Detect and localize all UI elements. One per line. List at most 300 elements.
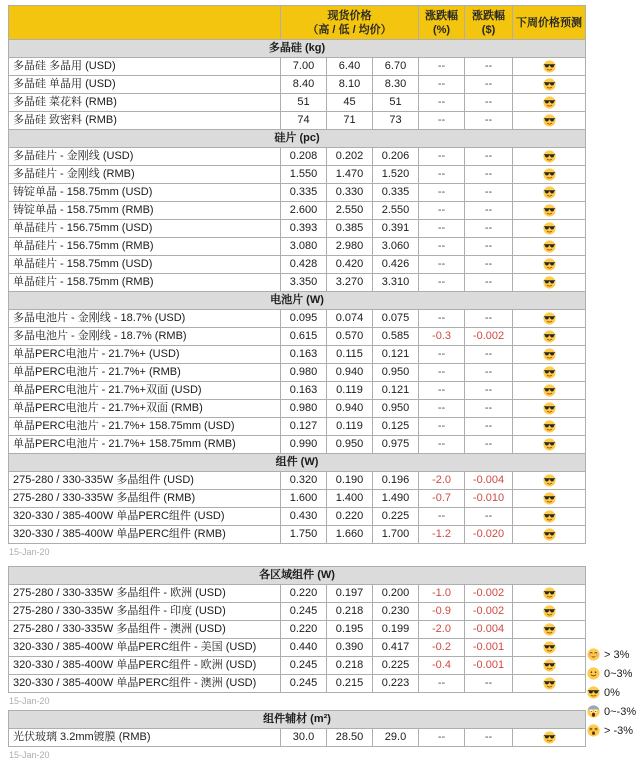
- cool-face-icon: [543, 384, 556, 397]
- price-high-cell: 30.0: [281, 729, 327, 747]
- section-title: 多晶硅 (kg): [9, 40, 586, 58]
- price-avg-cell: 0.225: [373, 657, 419, 675]
- change-percent-cell: --: [419, 184, 465, 202]
- change-dollar-cell: --: [465, 112, 513, 130]
- change-dollar-cell: -0.001: [465, 639, 513, 657]
- change-percent-cell: -1.2: [419, 526, 465, 544]
- change-dollar-cell: --: [465, 364, 513, 382]
- change-percent-cell: --: [419, 148, 465, 166]
- table-header: [9, 6, 586, 40]
- price-avg-cell: 3.310: [373, 274, 419, 292]
- forecast-cell: [513, 238, 586, 256]
- forecast-cell: [513, 166, 586, 184]
- change-percent-cell: --: [419, 256, 465, 274]
- cool-face-icon: [543, 222, 556, 235]
- price-high-cell: 0.163: [281, 346, 327, 364]
- price-low-cell: 8.10: [327, 76, 373, 94]
- table-row: [9, 508, 586, 526]
- cool-face-icon: [543, 587, 556, 600]
- cool-face-icon: [543, 474, 556, 487]
- price-avg-cell: 0.950: [373, 364, 419, 382]
- change-percent-unit: (%): [432, 23, 451, 36]
- price-avg-cell: 0.417: [373, 639, 419, 657]
- price-low-cell: 0.115: [327, 346, 373, 364]
- price-low-cell: 0.190: [327, 472, 373, 490]
- price-low-cell: 0.218: [327, 657, 373, 675]
- item-name-cell: 单晶PERC电池片 - 21.7%+ (RMB): [9, 364, 281, 382]
- forecast-cell: [513, 220, 586, 238]
- cool-face-icon: [543, 731, 556, 744]
- change-dollar-cell: --: [465, 166, 513, 184]
- date-stamp: 15-Jan-20: [9, 750, 50, 760]
- cool-face-icon: [543, 168, 556, 181]
- change-dollar-cell: --: [465, 436, 513, 454]
- item-name-cell: 275-280 / 330-335W 多晶组件 - 欧洲 (USD): [9, 585, 281, 603]
- price-high-cell: 51: [281, 94, 327, 112]
- change-percent-cell: -0.9: [419, 603, 465, 621]
- spot-price-header: [281, 6, 419, 40]
- table-row: [9, 112, 586, 130]
- price-low-cell: 28.50: [327, 729, 373, 747]
- cool-face-icon: [543, 204, 556, 217]
- price-low-cell: 0.950: [327, 436, 373, 454]
- forecast-cell: [513, 729, 586, 747]
- change-percent-cell: -2.0: [419, 621, 465, 639]
- price-avg-cell: 29.0: [373, 729, 419, 747]
- section-row: [9, 292, 586, 310]
- price-low-cell: 0.220: [327, 508, 373, 526]
- price-low-cell: 0.197: [327, 585, 373, 603]
- section-title: 各区域组件 (W): [9, 567, 586, 585]
- change-dollar-title: 涨跌幅: [472, 9, 506, 22]
- change-dollar-cell: --: [465, 202, 513, 220]
- price-avg-cell: 0.426: [373, 256, 419, 274]
- price-high-cell: 0.208: [281, 148, 327, 166]
- price-low-cell: 0.570: [327, 328, 373, 346]
- price-high-cell: 0.980: [281, 364, 327, 382]
- item-name-cell: 单晶PERC电池片 - 21.7%+双面 (RMB): [9, 400, 281, 418]
- price-low-cell: 0.119: [327, 418, 373, 436]
- price-low-cell: 0.119: [327, 382, 373, 400]
- forecast-header: [513, 6, 586, 40]
- item-name-cell: 275-280 / 330-335W 多晶组件 (USD): [9, 472, 281, 490]
- section-row: [9, 40, 586, 58]
- table-row: [9, 274, 586, 292]
- price-avg-cell: 0.196: [373, 472, 419, 490]
- change-dollar-cell: -0.002: [465, 603, 513, 621]
- cool-face-icon: [543, 366, 556, 379]
- table-row: [9, 76, 586, 94]
- forecast-cell: [513, 585, 586, 603]
- forecast-cell: [513, 526, 586, 544]
- section-row: [9, 130, 586, 148]
- price-high-cell: 0.990: [281, 436, 327, 454]
- item-name-cell: 320-330 / 385-400W 单晶PERC组件 - 欧洲 (USD): [9, 657, 281, 675]
- change-dollar-cell: -0.002: [465, 328, 513, 346]
- change-dollar-cell: --: [465, 508, 513, 526]
- price-high-cell: 0.245: [281, 657, 327, 675]
- item-name-cell: 320-330 / 385-400W 单晶PERC组件 (USD): [9, 508, 281, 526]
- cool-face-icon: [543, 420, 556, 433]
- cool-face-icon: [543, 402, 556, 415]
- item-name-cell: 单晶硅片 - 158.75mm (RMB): [9, 274, 281, 292]
- price-low-cell: 0.074: [327, 310, 373, 328]
- price-low-cell: 2.550: [327, 202, 373, 220]
- change-dollar-cell: --: [465, 238, 513, 256]
- forecast-cell: [513, 184, 586, 202]
- price-avg-cell: 0.950: [373, 400, 419, 418]
- change-dollar-cell: --: [465, 220, 513, 238]
- price-high-cell: 74: [281, 112, 327, 130]
- change-dollar-cell: --: [465, 346, 513, 364]
- forecast-cell: [513, 657, 586, 675]
- cool-face-icon: [543, 78, 556, 91]
- forecast-cell: [513, 418, 586, 436]
- price-high-cell: 0.440: [281, 639, 327, 657]
- item-column-header: [9, 6, 281, 40]
- forecast-legend: [585, 645, 644, 740]
- price-avg-cell: 0.223: [373, 675, 419, 693]
- change-percent-cell: --: [419, 400, 465, 418]
- price-high-cell: 2.600: [281, 202, 327, 220]
- price-avg-cell: 0.975: [373, 436, 419, 454]
- price-avg-cell: 0.225: [373, 508, 419, 526]
- price-high-cell: 7.00: [281, 58, 327, 76]
- price-avg-cell: 0.121: [373, 346, 419, 364]
- change-percent-cell: --: [419, 76, 465, 94]
- cool-face-icon: [543, 150, 556, 163]
- legend-item: [585, 645, 644, 664]
- section-title: 组件 (W): [9, 454, 586, 472]
- change-percent-cell: --: [419, 382, 465, 400]
- table-row: [9, 639, 586, 657]
- forecast-cell: [513, 328, 586, 346]
- change-percent-cell: --: [419, 274, 465, 292]
- cool-face-icon: [543, 659, 556, 672]
- item-name-cell: 多晶硅片 - 金刚线 (RMB): [9, 166, 281, 184]
- item-name-cell: 多晶硅 多晶用 (USD): [9, 58, 281, 76]
- price-low-cell: 0.940: [327, 400, 373, 418]
- forecast-cell: [513, 675, 586, 693]
- section-title: 硅片 (pc): [9, 130, 586, 148]
- module-materials-table: [8, 710, 586, 747]
- price-low-cell: 0.420: [327, 256, 373, 274]
- item-name-cell: 275-280 / 330-335W 多晶组件 (RMB): [9, 490, 281, 508]
- header-row: [9, 6, 586, 40]
- section-title: 组件辅材 (m²): [9, 711, 586, 729]
- item-name-cell: 单晶硅片 - 156.75mm (RMB): [9, 238, 281, 256]
- item-name-cell: 275-280 / 330-335W 多晶组件 - 印度 (USD): [9, 603, 281, 621]
- change-dollar-cell: --: [465, 58, 513, 76]
- item-name-cell: 320-330 / 385-400W 单晶PERC组件 - 美国 (USD): [9, 639, 281, 657]
- change-percent-cell: -1.0: [419, 585, 465, 603]
- spot-price-title: 现货价格: [327, 9, 372, 22]
- price-low-cell: 2.980: [327, 238, 373, 256]
- change-percent-cell: --: [419, 436, 465, 454]
- change-percent-cell: -0.3: [419, 328, 465, 346]
- price-avg-cell: 0.075: [373, 310, 419, 328]
- legend-label: 0~-3%: [604, 705, 637, 718]
- change-dollar-cell: -0.020: [465, 526, 513, 544]
- price-low-cell: 3.270: [327, 274, 373, 292]
- change-percent-cell: --: [419, 94, 465, 112]
- change-percent-cell: --: [419, 729, 465, 747]
- table-row: [9, 603, 586, 621]
- section-row: [9, 711, 586, 729]
- price-low-cell: 0.385: [327, 220, 373, 238]
- forecast-cell: [513, 274, 586, 292]
- change-percent-cell: --: [419, 675, 465, 693]
- cool-face-icon: [543, 330, 556, 343]
- main-table-body: [9, 40, 586, 544]
- legend-label: > 3%: [604, 648, 630, 661]
- price-low-cell: 1.660: [327, 526, 373, 544]
- item-name-cell: 单晶PERC电池片 - 21.7%+ 158.75mm (USD): [9, 418, 281, 436]
- change-percent-cell: --: [419, 58, 465, 76]
- change-percent-cell: --: [419, 166, 465, 184]
- cool-face-icon: [543, 605, 556, 618]
- change-percent-cell: --: [419, 238, 465, 256]
- forecast-cell: [513, 202, 586, 220]
- forecast-cell: [513, 58, 586, 76]
- forecast-cell: [513, 621, 586, 639]
- change-dollar-cell: --: [465, 729, 513, 747]
- price-high-cell: 0.430: [281, 508, 327, 526]
- section-title: 电池片 (W): [9, 292, 586, 310]
- forecast-cell: [513, 112, 586, 130]
- item-name-cell: 铸锭单晶 - 158.75mm (USD): [9, 184, 281, 202]
- price-high-cell: 0.220: [281, 585, 327, 603]
- price-high-cell: 0.245: [281, 675, 327, 693]
- cool-face-icon: [543, 528, 556, 541]
- change-dollar-cell: --: [465, 76, 513, 94]
- price-low-cell: 45: [327, 94, 373, 112]
- legend-item: [585, 721, 644, 740]
- table-row: [9, 148, 586, 166]
- cool-face-icon: [543, 240, 556, 253]
- item-name-cell: 多晶硅 菜花料 (RMB): [9, 94, 281, 112]
- date-stamp: 15-Jan-20: [9, 547, 50, 557]
- table-row: [9, 526, 586, 544]
- forecast-cell: [513, 508, 586, 526]
- item-name-cell: 275-280 / 330-335W 多晶组件 - 澳洲 (USD): [9, 621, 281, 639]
- change-percent-cell: --: [419, 346, 465, 364]
- price-avg-cell: 0.125: [373, 418, 419, 436]
- price-high-cell: 0.163: [281, 382, 327, 400]
- price-low-cell: 1.400: [327, 490, 373, 508]
- item-name-cell: 多晶电池片 - 金刚线 - 18.7% (RMB): [9, 328, 281, 346]
- price-low-cell: 0.330: [327, 184, 373, 202]
- price-high-cell: 3.080: [281, 238, 327, 256]
- price-avg-cell: 8.30: [373, 76, 419, 94]
- price-high-cell: 1.750: [281, 526, 327, 544]
- item-name-cell: 单晶PERC电池片 - 21.7%+ (USD): [9, 346, 281, 364]
- table-row: [9, 220, 586, 238]
- price-high-cell: 0.980: [281, 400, 327, 418]
- cool-face-icon: [543, 348, 556, 361]
- cool-face-icon: [543, 312, 556, 325]
- forecast-cell: [513, 639, 586, 657]
- price-avg-cell: 0.200: [373, 585, 419, 603]
- price-high-cell: 1.550: [281, 166, 327, 184]
- price-high-cell: 0.320: [281, 472, 327, 490]
- price-avg-cell: 0.230: [373, 603, 419, 621]
- main-price-table: [8, 5, 586, 544]
- legend-label: 0%: [604, 686, 620, 699]
- section-row: [9, 454, 586, 472]
- forecast-cell: [513, 603, 586, 621]
- change-percent-cell: -0.2: [419, 639, 465, 657]
- price-high-cell: 0.245: [281, 603, 327, 621]
- price-avg-cell: 51: [373, 94, 419, 112]
- cool-face-icon: [587, 686, 600, 699]
- price-avg-cell: 73: [373, 112, 419, 130]
- price-high-cell: 0.127: [281, 418, 327, 436]
- table-row: [9, 472, 586, 490]
- forecast-cell: [513, 76, 586, 94]
- table-row: [9, 94, 586, 112]
- price-avg-cell: 0.391: [373, 220, 419, 238]
- price-avg-cell: 3.060: [373, 238, 419, 256]
- table-row: [9, 585, 586, 603]
- table-row: [9, 166, 586, 184]
- cool-face-icon: [543, 438, 556, 451]
- item-name-cell: 铸锭单晶 - 158.75mm (RMB): [9, 202, 281, 220]
- change-dollar-cell: --: [465, 256, 513, 274]
- change-percent-title: 涨跌幅: [425, 9, 459, 22]
- price-avg-cell: 1.520: [373, 166, 419, 184]
- regional-module-table: [8, 566, 586, 693]
- materials-table-body: [9, 711, 586, 747]
- item-name-cell: 光伏玻璃 3.2mm镀膜 (RMB): [9, 729, 281, 747]
- item-name-cell: 320-330 / 385-400W 单晶PERC组件 (RMB): [9, 526, 281, 544]
- change-dollar-cell: -0.004: [465, 621, 513, 639]
- table-row: [9, 382, 586, 400]
- forecast-cell: [513, 400, 586, 418]
- forecast-cell: [513, 490, 586, 508]
- price-low-cell: 71: [327, 112, 373, 130]
- cool-face-icon: [543, 258, 556, 271]
- price-low-cell: 0.940: [327, 364, 373, 382]
- item-name-cell: 多晶硅片 - 金刚线 (USD): [9, 148, 281, 166]
- price-avg-cell: 1.700: [373, 526, 419, 544]
- table-row: [9, 400, 586, 418]
- shock-face-icon: [587, 724, 600, 737]
- table-row: [9, 657, 586, 675]
- table-row: [9, 310, 586, 328]
- change-dollar-cell: --: [465, 274, 513, 292]
- change-percent-cell: --: [419, 202, 465, 220]
- forecast-cell: [513, 436, 586, 454]
- change-dollar-cell: --: [465, 148, 513, 166]
- price-avg-cell: 0.335: [373, 184, 419, 202]
- cool-face-icon: [543, 677, 556, 690]
- change-dollar-cell: --: [465, 94, 513, 112]
- cool-face-icon: [543, 641, 556, 654]
- forecast-cell: [513, 346, 586, 364]
- item-name-cell: 320-330 / 385-400W 单晶PERC组件 - 澳洲 (USD): [9, 675, 281, 693]
- blush-face-icon: [587, 648, 600, 661]
- change-dollar-cell: -0.002: [465, 585, 513, 603]
- change-percent-cell: --: [419, 418, 465, 436]
- price-high-cell: 0.393: [281, 220, 327, 238]
- section-row: [9, 567, 586, 585]
- cool-face-icon: [543, 114, 556, 127]
- spot-price-subtitle: （高 / 低 / 均价）: [307, 23, 392, 36]
- cool-face-icon: [543, 510, 556, 523]
- price-high-cell: 0.220: [281, 621, 327, 639]
- change-percent-cell: -0.7: [419, 490, 465, 508]
- item-name-cell: 多晶硅 单晶用 (USD): [9, 76, 281, 94]
- forecast-cell: [513, 148, 586, 166]
- change-dollar-cell: --: [465, 184, 513, 202]
- price-high-cell: 8.40: [281, 76, 327, 94]
- change-percent-cell: -0.4: [419, 657, 465, 675]
- table-row: [9, 256, 586, 274]
- item-name-cell: 多晶电池片 - 金刚线 - 18.7% (USD): [9, 310, 281, 328]
- change-dollar-cell: --: [465, 675, 513, 693]
- price-high-cell: 0.095: [281, 310, 327, 328]
- change-dollar-unit: ($): [481, 23, 496, 36]
- cool-face-icon: [543, 623, 556, 636]
- price-high-cell: 3.350: [281, 274, 327, 292]
- change-percent-cell: -2.0: [419, 472, 465, 490]
- regional-table-body: [9, 567, 586, 693]
- price-low-cell: 1.470: [327, 166, 373, 184]
- cool-face-icon: [543, 186, 556, 199]
- change-percent-cell: --: [419, 310, 465, 328]
- scream-face-icon: [587, 705, 600, 718]
- cool-face-icon: [543, 60, 556, 73]
- table-row: [9, 490, 586, 508]
- forecast-title: 下周价格预测: [516, 16, 583, 29]
- change-dollar-cell: --: [465, 418, 513, 436]
- item-name-cell: 单晶硅片 - 158.75mm (USD): [9, 256, 281, 274]
- forecast-cell: [513, 364, 586, 382]
- forecast-cell: [513, 472, 586, 490]
- change-dollar-cell: --: [465, 400, 513, 418]
- table-row: [9, 621, 586, 639]
- change-percent-cell: --: [419, 364, 465, 382]
- item-name-cell: 单晶硅片 - 156.75mm (USD): [9, 220, 281, 238]
- cool-face-icon: [543, 96, 556, 109]
- change-dollar-cell: -0.001: [465, 657, 513, 675]
- table-row: [9, 184, 586, 202]
- price-low-cell: 0.218: [327, 603, 373, 621]
- price-low-cell: 0.202: [327, 148, 373, 166]
- table-row: [9, 675, 586, 693]
- price-low-cell: 0.215: [327, 675, 373, 693]
- price-high-cell: 1.600: [281, 490, 327, 508]
- forecast-cell: [513, 382, 586, 400]
- cool-face-icon: [543, 276, 556, 289]
- table-row: [9, 328, 586, 346]
- change-percent-cell: --: [419, 508, 465, 526]
- legend-item: [585, 683, 644, 702]
- table-row: [9, 364, 586, 382]
- change-percent-cell: --: [419, 220, 465, 238]
- table-row: [9, 418, 586, 436]
- change-percent-cell: --: [419, 112, 465, 130]
- price-low-cell: 0.195: [327, 621, 373, 639]
- table-row: [9, 58, 586, 76]
- table-row: [9, 238, 586, 256]
- price-avg-cell: 0.121: [373, 382, 419, 400]
- price-low-cell: 0.390: [327, 639, 373, 657]
- price-avg-cell: 0.199: [373, 621, 419, 639]
- change-dollar-cell: -0.004: [465, 472, 513, 490]
- table-row: [9, 436, 586, 454]
